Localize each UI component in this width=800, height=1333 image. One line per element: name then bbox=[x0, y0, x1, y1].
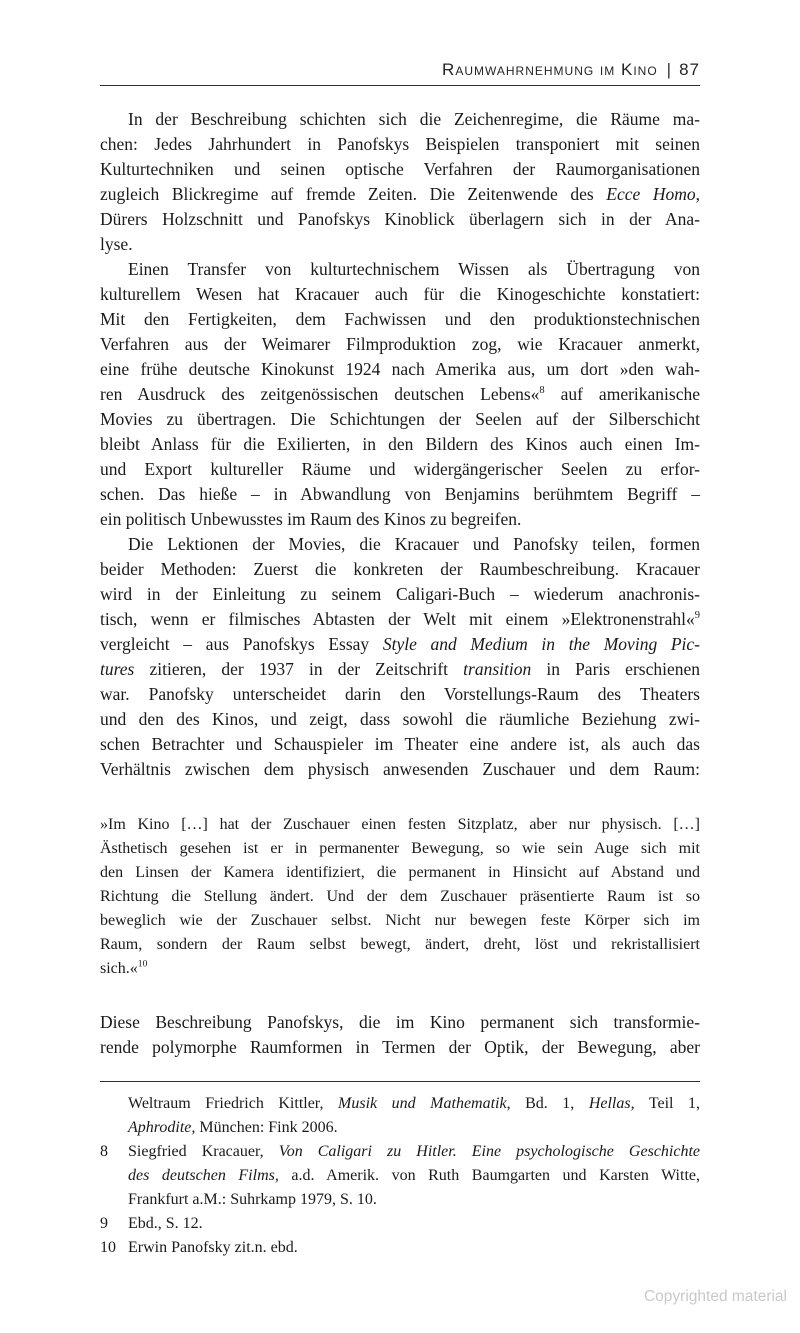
text-line: bleibt Anlass für die Exilierten, in den Bildern des Kinos auch einen Im- bbox=[100, 434, 700, 454]
text-line: wird in der Einleitung zu seinem Caligari-Buch – wiederum anachronis- bbox=[100, 584, 700, 604]
footnote-number: 9 bbox=[100, 1215, 108, 1232]
footnote-number: 8 bbox=[100, 1143, 108, 1160]
text-line: vergleicht – aus Panofskys Essay Style and Medium in the Moving Pic- bbox=[100, 634, 700, 654]
paragraph bbox=[100, 257, 700, 532]
text-line: zugleich Blickregime auf fremde Zeiten. Die Zeitenwende des Ecce Homo, bbox=[100, 184, 700, 204]
page-header bbox=[100, 0, 700, 80]
text-line: kulturellem Wesen hat Kracauer auch für die Kinogeschichte konstatiert: bbox=[100, 284, 700, 304]
watermark: Copyrighted material bbox=[643, 1288, 787, 1305]
footnote-text-line: des deutschen Films, a.d. Amerik. von Ruth Baumgarten und Karsten Witte, bbox=[128, 1167, 700, 1184]
text-line: beider Methoden: Zuerst die konkreten der Raumbeschreibung. Kracauer bbox=[100, 559, 700, 579]
footnote-item bbox=[100, 1140, 700, 1212]
footnote-text-line: Siegfried Kracauer, Von Caligari zu Hitler. Eine psychologische Geschichte bbox=[128, 1143, 700, 1160]
text-line: und Export kultureller Räume und widergängerischer Seelen zu erfor- bbox=[100, 459, 700, 479]
paragraph bbox=[100, 532, 700, 782]
text-line: Diese Beschreibung Panofskys, die im Kino permanent sich transformie- bbox=[100, 1012, 700, 1032]
text-line: beweglich wie der Zuschauer selbst. Nicht nur bewegen feste Körper sich im bbox=[100, 912, 700, 929]
footnote-item bbox=[100, 1236, 700, 1260]
footnote-text-line: Ebd., S. 12. bbox=[128, 1215, 203, 1232]
text-line: Einen Transfer von kulturtechnischem Wissen als Übertragung von bbox=[128, 259, 700, 279]
text-line: Dürers Holzschnitt und Panofskys Kinoblick überlagern sich in der Ana- bbox=[100, 209, 700, 229]
text-line: Ästhetisch gesehen ist er in permanenter Bewegung, so wie sein Auge sich mit bbox=[100, 840, 700, 857]
text-block bbox=[100, 0, 700, 1260]
text-line: lyse. bbox=[100, 234, 133, 254]
text-line: war. Panofsky unterscheidet darin den Vorstellungs-Raum des Theaters bbox=[100, 684, 700, 704]
footnote-rule bbox=[100, 1081, 700, 1082]
text-line: tures zitieren, der 1937 in der Zeitschrift transition in Paris erschienen bbox=[100, 659, 700, 679]
text-line: rende polymorphe Raumformen in Termen der Optik, der Bewegung, aber bbox=[100, 1037, 700, 1057]
text-line: sich.«$^{10}$ bbox=[100, 958, 148, 977]
footnote-item bbox=[100, 1092, 700, 1140]
text-line: Verfahren aus der Weimarer Filmproduktion zog, wie Kracauer anmerkt, bbox=[100, 334, 700, 354]
text-line: In der Beschreibung schichten sich die Zeichenregime, die Räume ma- bbox=[128, 109, 700, 129]
text-line: ein politisch Unbewusstes im Raum des Kinos zu begreifen. bbox=[100, 509, 522, 529]
text-line: den Linsen der Kamera identifiziert, die permanent in Hinsicht auf Abstand und bbox=[100, 864, 700, 881]
footnote-text-line: Aphrodite, München: Fink 2006. bbox=[128, 1119, 338, 1136]
header-rule bbox=[100, 85, 700, 86]
paragraph bbox=[100, 107, 700, 257]
footnote-number: 10 bbox=[100, 1239, 116, 1256]
blockquote bbox=[100, 813, 700, 981]
text-line: Raum, sondern der Raum selbst bewegt, ändert, dreht, löst und rekristallisiert bbox=[100, 936, 700, 953]
footnote-item bbox=[100, 1212, 700, 1236]
text-line: schen. Das hieße – in Abwandlung von Benjamins berühmtem Begriff – bbox=[100, 484, 700, 504]
text-line: ren Ausdruck des zeitgenössischen deutschen Lebens«$^8$ auf amerikanische bbox=[100, 384, 700, 404]
text-line: Richtung die Stellung ändert. Und der dem Zuschauer präsentierte Raum ist so bbox=[100, 888, 700, 905]
text-line: und den des Kinos, und zeigt, dass sowohl die räumliche Beziehung zwi- bbox=[100, 709, 700, 729]
text-line: Kulturtechniken und seinen optische Verfahren der Raumorganisationen bbox=[100, 159, 700, 179]
text-line: eine frühe deutsche Kinokunst 1924 nach Amerika aus, um dort »den wah- bbox=[100, 359, 700, 379]
text-line: schen Betrachter und Schauspieler im Theater eine andere ist, als auch das bbox=[100, 734, 700, 754]
text-line: chen: Jedes Jahrhundert in Panofskys Beispielen transponiert mit seinen bbox=[100, 134, 700, 154]
footnote-text-line: Erwin Panofsky zit.n. ebd. bbox=[128, 1239, 298, 1256]
text-line: Verhältnis zwischen dem physisch anwesenden Zuschauer und dem Raum: bbox=[100, 759, 700, 779]
text-line: tisch, wenn er filmisches Abtasten der Welt mit einem »Elektronenstrahl«$^9$ bbox=[100, 609, 700, 629]
footnote-text-line: Weltraum Friedrich Kittler, Musik und Mathematik, Bd. 1, Hellas, Teil 1, bbox=[128, 1095, 701, 1112]
paragraph bbox=[100, 1010, 700, 1060]
running-title: Raumwahrnehmung im Kino bbox=[442, 60, 658, 79]
text-line: Mit den Fertigkeiten, dem Fachwissen und den produktionstechnischen bbox=[100, 309, 700, 329]
text-line: Die Lektionen der Movies, die Kracauer und Panofsky teilen, formen bbox=[128, 534, 700, 554]
text-line: »Im Kino […] hat der Zuschauer einen festen Sitzplatz, aber nur physisch. […] bbox=[100, 816, 700, 833]
text-line: Movies zu übertragen. Die Schichtungen der Seelen auf der Silberschicht bbox=[100, 409, 700, 429]
header-separator: | bbox=[666, 60, 673, 79]
main-text bbox=[100, 107, 700, 1060]
page-number: 87 bbox=[679, 60, 700, 79]
footnotes-section bbox=[100, 1092, 700, 1260]
footnote-text-line: Frankfurt a.M.: Suhrkamp 1979, S. 10. bbox=[128, 1191, 377, 1208]
